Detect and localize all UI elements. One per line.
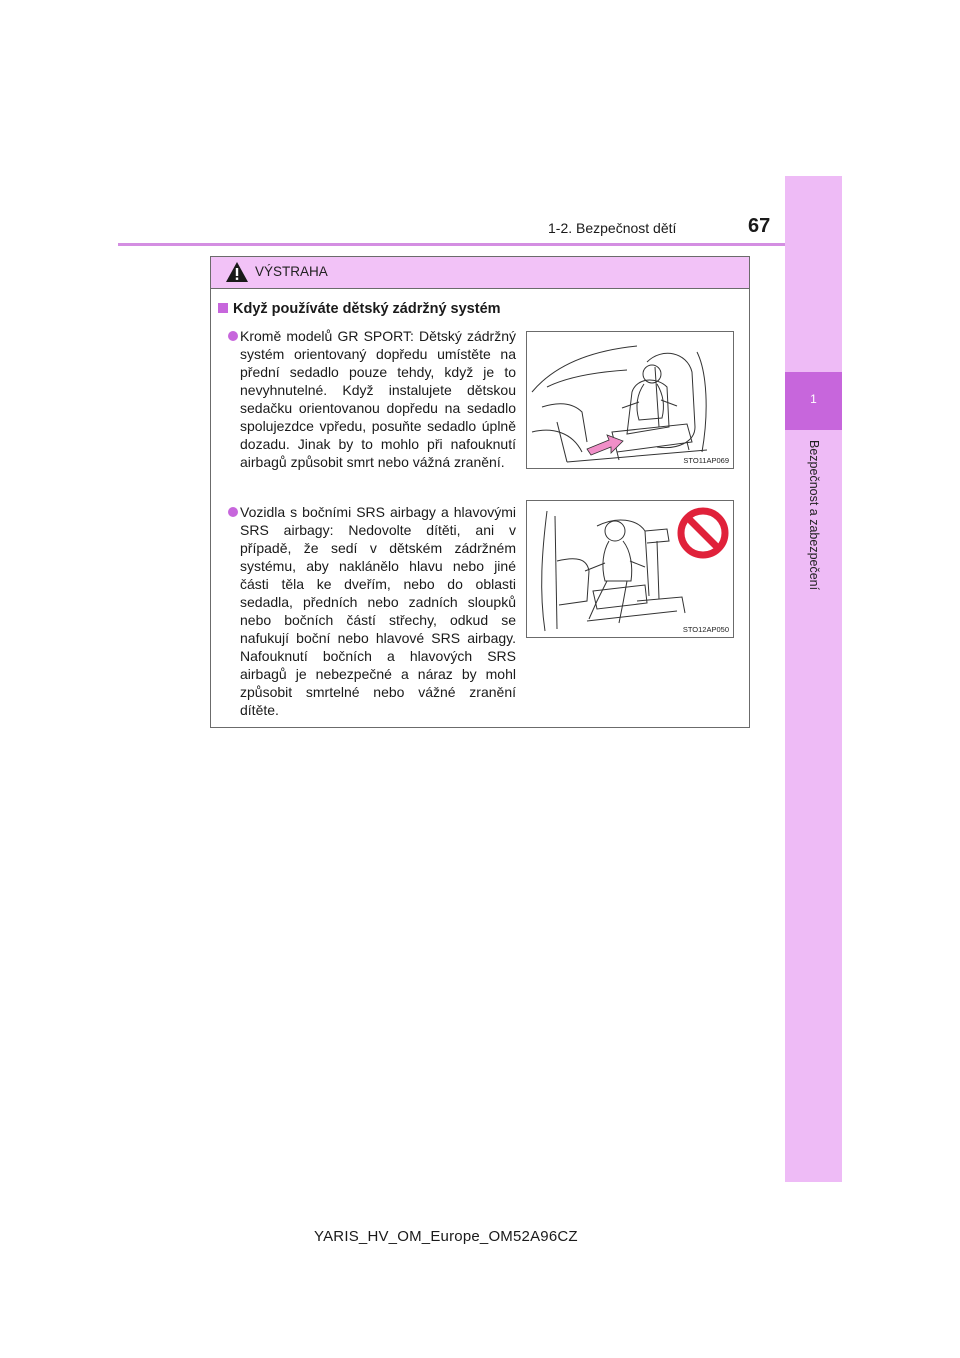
header-divider: [118, 243, 785, 246]
warning-subheading: [218, 301, 501, 317]
warning-item-text: Vozidla s bočními SRS airbagy a hlavovými SRS airbagy: Nedovolte dítěti, ani v případě, že sedí v dětském zádržném systému, aby naklánělo hlavu nebo jiné části těla ke dveřím, nebo do oblasti sedadla, předních nebo zadních sloupků nebo bočních částí střechy, odkud se nafukují boční nebo hlavové SRS airbagy. Nafouknutí bočních a hlavových SRS airbagů je nebezpečné a náraz by mohl způsobit smrtelné nebo vážné zranění dítěte.: [240, 504, 516, 718]
prohibition-icon: [677, 507, 729, 559]
square-bullet-icon: [218, 303, 228, 313]
figure-code: STO12AP050: [682, 625, 729, 634]
chapter-number: 1: [810, 392, 817, 406]
warning-subheading-text: Když používáte dětský zádržný systém: [233, 301, 501, 317]
round-bullet-icon: [228, 507, 238, 517]
warning-box: [210, 256, 750, 728]
chapter-side-tab: [785, 176, 842, 1182]
child-seat-illustration: [527, 332, 733, 468]
round-bullet-icon: [228, 331, 238, 341]
warning-item-text: Kromě modelů GR SPORT: Dětský zádržný systém orientovaný dopředu umístěte na přední sedadlo pouze tehdy, když je to nevyhnutelné. Když instalujete dětskou sedačku orientovanou dopředu na sedadlo spolujezdce vpředu, posuňte sedadlo úplně dozadu. Jinak by to mohlo při nafouknutí airbagů způsobit smrt nebo vážná zranění.: [240, 328, 516, 470]
figure-code: STO11AP069: [683, 456, 729, 465]
figure-child-rear-seat: [526, 500, 734, 638]
section-title: 1-2. Bezpečnost dětí: [548, 220, 677, 236]
chapter-title: Bezpečnost a zabezpečení: [807, 440, 821, 591]
warning-header: [211, 257, 749, 289]
warning-item-2: [228, 503, 516, 719]
warning-title: VÝSTRAHA: [255, 264, 328, 279]
figure-child-seat-front: [526, 331, 734, 469]
page-number: 67: [748, 215, 771, 237]
warning-item-1: [228, 327, 516, 471]
document-code: YARIS_HV_OM_Europe_OM52A96CZ: [314, 1228, 578, 1245]
warning-triangle-icon: [225, 261, 249, 283]
